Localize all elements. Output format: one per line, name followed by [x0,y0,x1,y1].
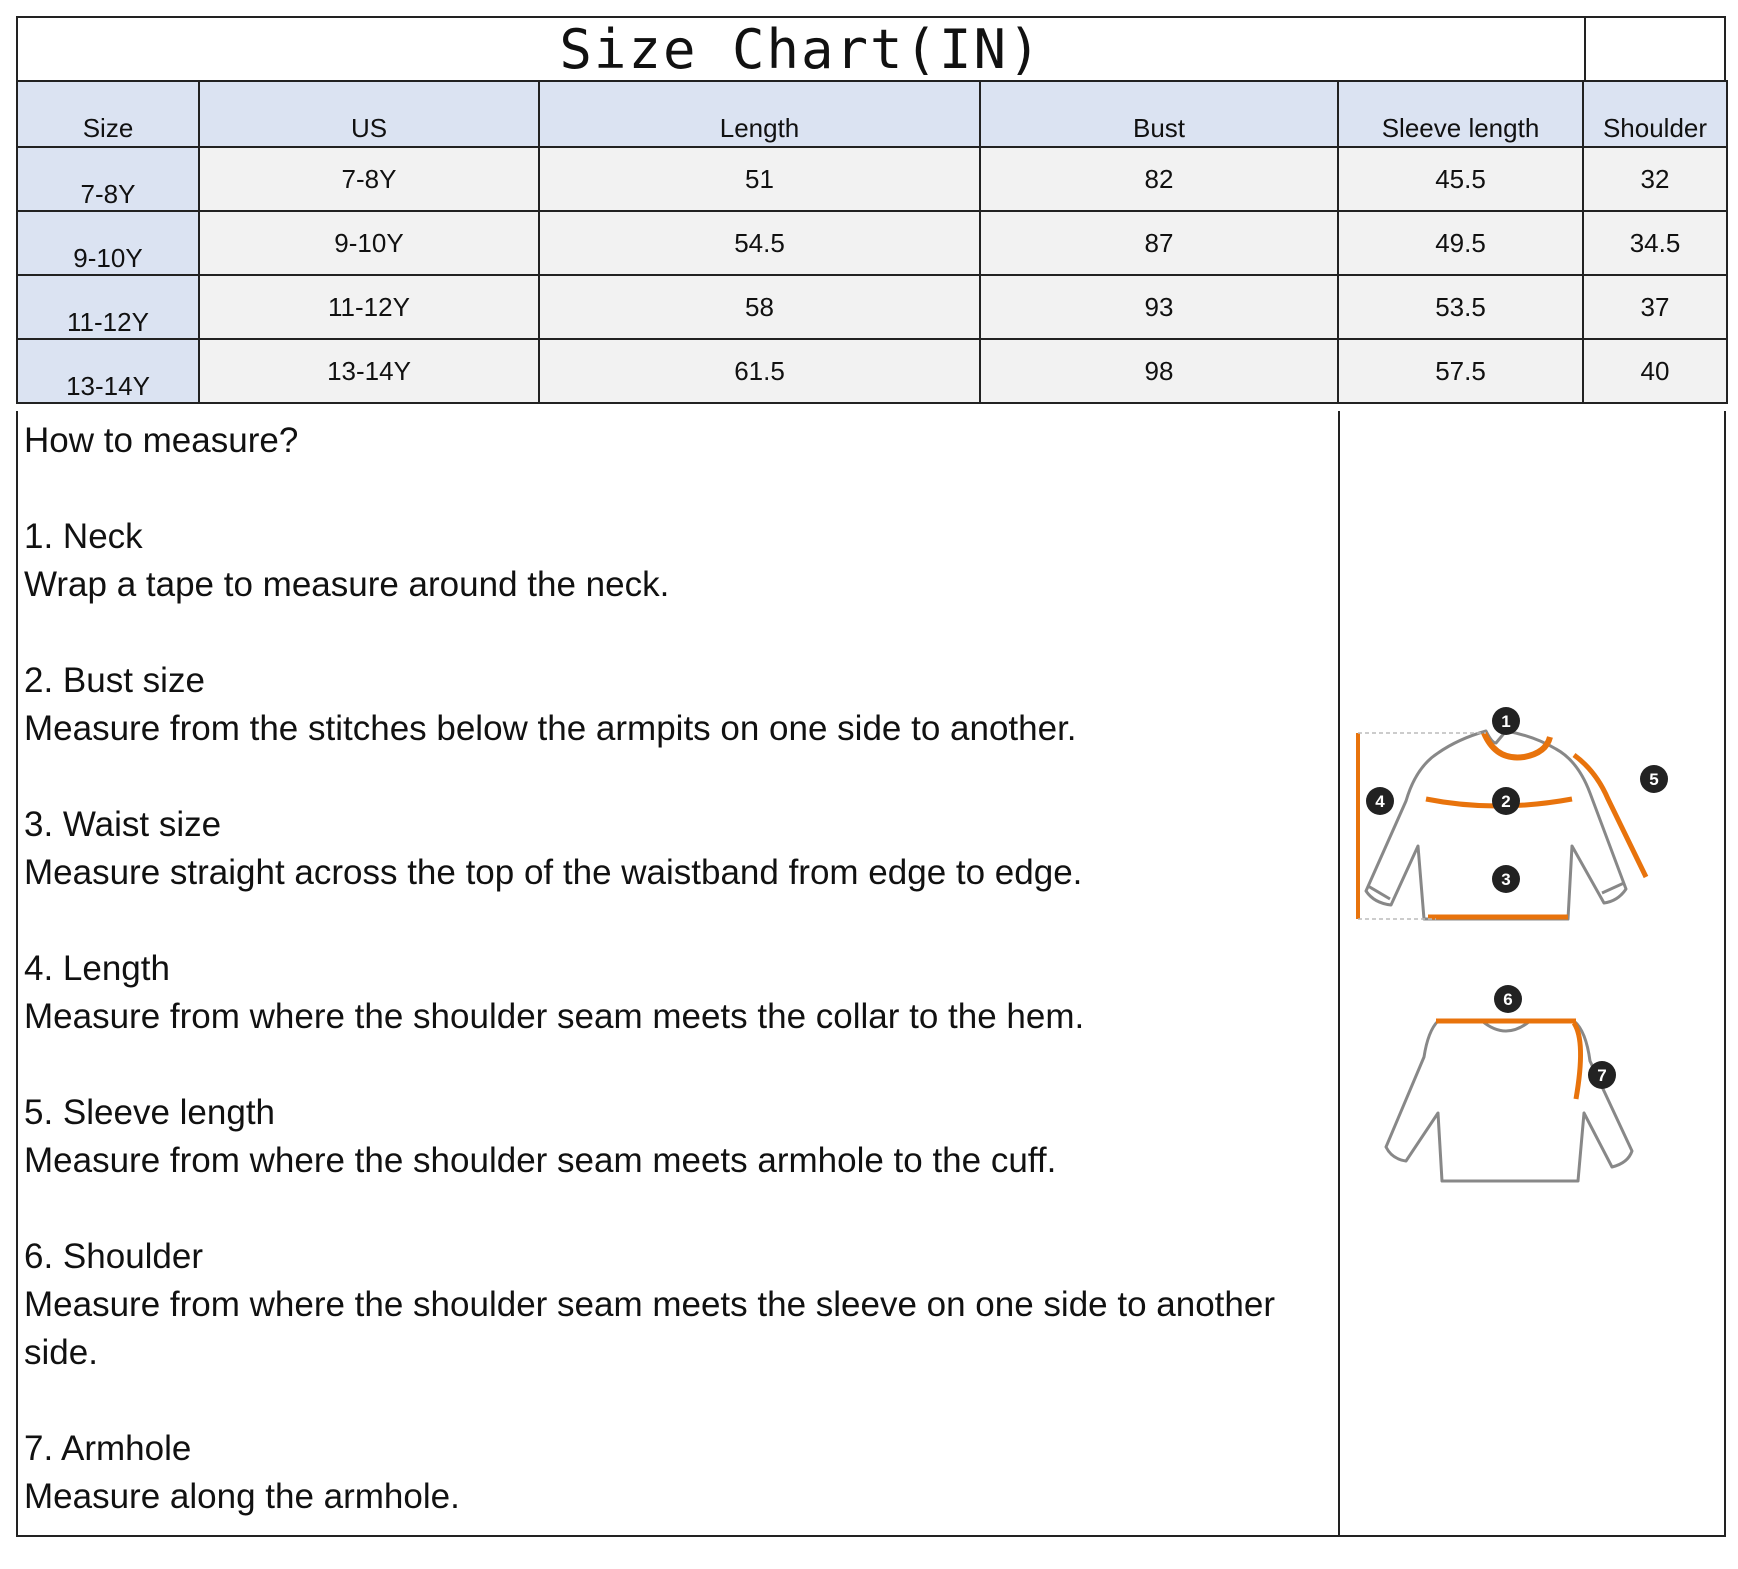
cell-size: 11-12Y [17,275,199,339]
cell-sleeve-length: 45.5 [1338,147,1583,211]
cell-size: 13-14Y [17,339,199,403]
header-us: US [199,81,539,147]
step-neck [24,513,1324,609]
cell-size: 9-10Y [17,211,199,275]
step-title: 5. Sleeve length [24,1093,276,1132]
cell-size: 7-8Y [17,147,199,211]
cell-shoulder: 32 [1583,147,1727,211]
title-divider [1584,18,1586,80]
table-header-row [17,81,1727,147]
step-title: 2. Bust size [24,661,205,700]
table-row [17,211,1727,275]
cell-length: 51 [539,147,980,211]
marker-2: 2 [1501,792,1511,811]
cell-us: 7-8Y [199,147,539,211]
header-shoulder: Shoulder [1583,81,1727,147]
cell-sleeve-length: 53.5 [1338,275,1583,339]
table-row [17,339,1727,403]
header-sleeve-length: Sleeve length [1338,81,1583,147]
cell-us: 13-14Y [199,339,539,403]
marker-7: 7 [1597,1066,1607,1085]
step-description: Measure from where the shoulder seam meets armhole to the cuff. [24,1141,1057,1180]
step-sleeve-length [24,1089,1324,1185]
title-row [16,16,1726,82]
header-length: Length [539,81,980,147]
marker-1: 1 [1501,712,1511,731]
cell-shoulder: 37 [1583,275,1727,339]
cell-bust: 98 [980,339,1338,403]
cell-bust: 82 [980,147,1338,211]
step-description: Measure straight across the top of the waistband from edge to edge. [24,853,1083,892]
table-row [17,147,1727,211]
step-title: 6. Shoulder [24,1237,204,1276]
sweater-measurement-diagram-icon [1346,681,1716,1241]
table-row [17,275,1727,339]
marker-6: 6 [1503,990,1513,1009]
step-armhole [24,1425,1324,1521]
cell-shoulder: 40 [1583,339,1727,403]
step-length [24,945,1324,1041]
cell-length: 54.5 [539,211,980,275]
marker-5: 5 [1649,770,1659,789]
step-shoulder [24,1233,1324,1377]
step-waist-size [24,801,1324,897]
step-bust-size [24,657,1324,753]
instructions [24,417,1324,1569]
cell-us: 9-10Y [199,211,539,275]
step-description: Measure from the stitches below the armpits on one side to another. [24,709,1077,748]
step-description: Measure from where the shoulder seam meets the collar to the hem. [24,997,1085,1036]
cell-bust: 93 [980,275,1338,339]
step-description: Wrap a tape to measure around the neck. [24,565,670,604]
page-title: Size Chart(IN) [559,17,1043,81]
marker-3: 3 [1501,870,1511,889]
how-to-measure-section [16,411,1726,1537]
step-description: Measure from where the shoulder seam meets the sleeve on one side to another side. [24,1285,1275,1372]
size-table [16,80,1728,404]
header-bust: Bust [980,81,1338,147]
step-title: 7. Armhole [24,1429,192,1468]
cell-shoulder: 34.5 [1583,211,1727,275]
marker-4: 4 [1375,792,1385,811]
cell-sleeve-length: 57.5 [1338,339,1583,403]
cell-length: 58 [539,275,980,339]
how-to-measure-heading: How to measure? [24,421,299,460]
cell-sleeve-length: 49.5 [1338,211,1583,275]
section-divider [1338,411,1340,1535]
step-description: Measure along the armhole. [24,1477,460,1516]
step-title: 4. Length [24,949,170,988]
cell-bust: 87 [980,211,1338,275]
cell-length: 61.5 [539,339,980,403]
header-size: Size [17,81,199,147]
step-title: 1. Neck [24,517,143,556]
step-title: 3. Waist size [24,805,222,844]
cell-us: 11-12Y [199,275,539,339]
